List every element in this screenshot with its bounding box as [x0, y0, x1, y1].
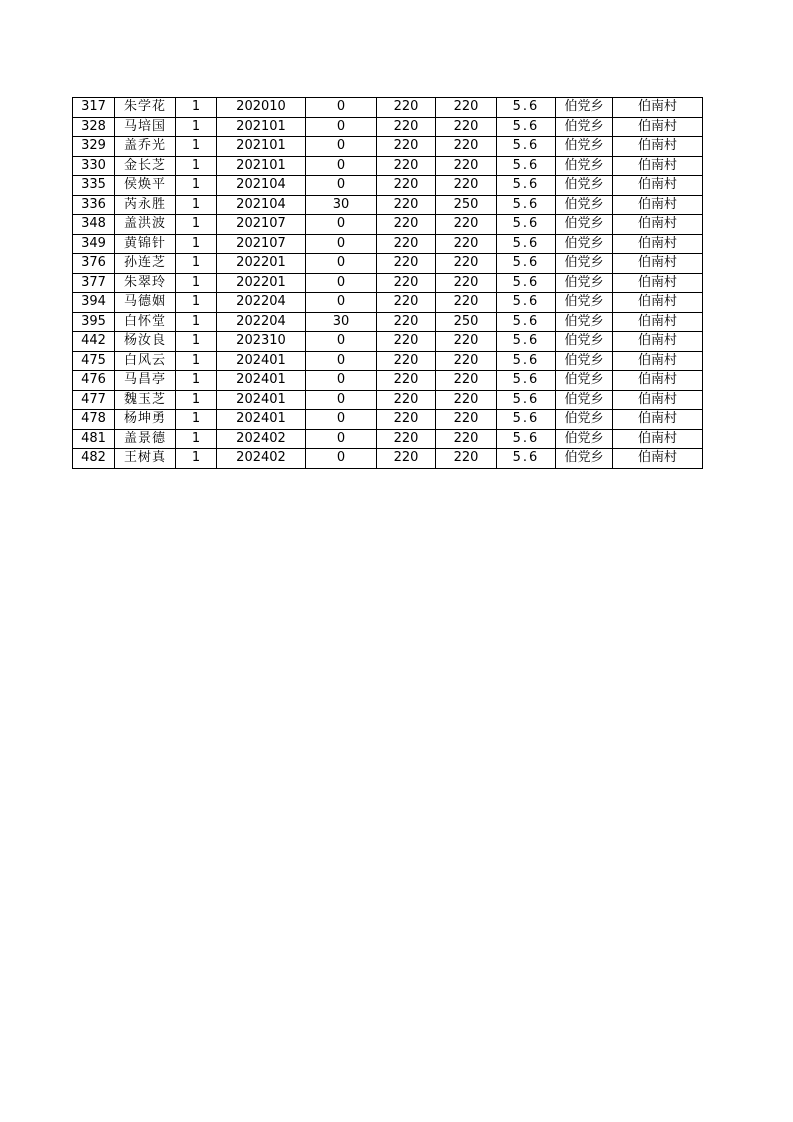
table-body: [73, 98, 703, 469]
month-cell: 202101: [217, 156, 306, 176]
table-row: [73, 273, 703, 293]
base-amount-cell: 220: [377, 332, 436, 352]
total-amount-cell: 220: [436, 254, 497, 274]
count-cell: 1: [176, 351, 217, 371]
village-cell: 伯南村: [613, 371, 703, 391]
village-cell: 伯南村: [613, 449, 703, 469]
count-cell: 1: [176, 312, 217, 332]
rate-cell: 5.6: [497, 449, 556, 469]
month-cell: 202101: [217, 137, 306, 157]
extra-amount-cell: 0: [306, 273, 377, 293]
data-table: [72, 97, 703, 469]
base-amount-cell: 220: [377, 429, 436, 449]
record-id-cell: 336: [73, 195, 115, 215]
base-amount-cell: 220: [377, 351, 436, 371]
count-cell: 1: [176, 390, 217, 410]
extra-amount-cell: 0: [306, 215, 377, 235]
table-row: [73, 449, 703, 469]
name-cell: 芮永胜: [115, 195, 176, 215]
table-row: [73, 293, 703, 313]
village-cell: 伯南村: [613, 98, 703, 118]
village-cell: 伯南村: [613, 254, 703, 274]
count-cell: 1: [176, 137, 217, 157]
total-amount-cell: 220: [436, 390, 497, 410]
total-amount-cell: 220: [436, 98, 497, 118]
township-cell: 伯党乡: [556, 137, 613, 157]
extra-amount-cell: 0: [306, 351, 377, 371]
month-cell: 202104: [217, 176, 306, 196]
total-amount-cell: 220: [436, 273, 497, 293]
month-cell: 202107: [217, 234, 306, 254]
record-id-cell: 475: [73, 351, 115, 371]
name-cell: 盖景德: [115, 429, 176, 449]
total-amount-cell: 220: [436, 371, 497, 391]
count-cell: 1: [176, 234, 217, 254]
month-cell: 202104: [217, 195, 306, 215]
township-cell: 伯党乡: [556, 98, 613, 118]
total-amount-cell: 220: [436, 137, 497, 157]
township-cell: 伯党乡: [556, 332, 613, 352]
table-row: [73, 351, 703, 371]
township-cell: 伯党乡: [556, 176, 613, 196]
month-cell: 202201: [217, 273, 306, 293]
extra-amount-cell: 0: [306, 390, 377, 410]
record-id-cell: 482: [73, 449, 115, 469]
count-cell: 1: [176, 293, 217, 313]
extra-amount-cell: 30: [306, 195, 377, 215]
village-cell: 伯南村: [613, 351, 703, 371]
record-id-cell: 394: [73, 293, 115, 313]
village-cell: 伯南村: [613, 273, 703, 293]
record-id-cell: 349: [73, 234, 115, 254]
rate-cell: 5.6: [497, 215, 556, 235]
total-amount-cell: 220: [436, 293, 497, 313]
month-cell: 202402: [217, 449, 306, 469]
name-cell: 白怀堂: [115, 312, 176, 332]
record-id-cell: 330: [73, 156, 115, 176]
rate-cell: 5.6: [497, 176, 556, 196]
base-amount-cell: 220: [377, 254, 436, 274]
rate-cell: 5.6: [497, 137, 556, 157]
village-cell: 伯南村: [613, 410, 703, 430]
count-cell: 1: [176, 332, 217, 352]
table-row: [73, 371, 703, 391]
name-cell: 孙连芝: [115, 254, 176, 274]
total-amount-cell: 220: [436, 176, 497, 196]
month-cell: 202204: [217, 293, 306, 313]
base-amount-cell: 220: [377, 410, 436, 430]
extra-amount-cell: 30: [306, 312, 377, 332]
record-id-cell: 348: [73, 215, 115, 235]
rate-cell: 5.6: [497, 371, 556, 391]
record-id-cell: 376: [73, 254, 115, 274]
village-cell: 伯南村: [613, 117, 703, 137]
record-id-cell: 317: [73, 98, 115, 118]
count-cell: 1: [176, 371, 217, 391]
table-row: [73, 312, 703, 332]
rate-cell: 5.6: [497, 117, 556, 137]
base-amount-cell: 220: [377, 312, 436, 332]
extra-amount-cell: 0: [306, 410, 377, 430]
base-amount-cell: 220: [377, 137, 436, 157]
count-cell: 1: [176, 156, 217, 176]
rate-cell: 5.6: [497, 273, 556, 293]
record-id-cell: 335: [73, 176, 115, 196]
total-amount-cell: 220: [436, 215, 497, 235]
total-amount-cell: 220: [436, 156, 497, 176]
base-amount-cell: 220: [377, 156, 436, 176]
township-cell: 伯党乡: [556, 410, 613, 430]
count-cell: 1: [176, 215, 217, 235]
month-cell: 202401: [217, 371, 306, 391]
record-id-cell: 395: [73, 312, 115, 332]
count-cell: 1: [176, 449, 217, 469]
name-cell: 盖洪波: [115, 215, 176, 235]
rate-cell: 5.6: [497, 195, 556, 215]
total-amount-cell: 250: [436, 195, 497, 215]
count-cell: 1: [176, 195, 217, 215]
total-amount-cell: 220: [436, 429, 497, 449]
township-cell: 伯党乡: [556, 273, 613, 293]
base-amount-cell: 220: [377, 449, 436, 469]
rate-cell: 5.6: [497, 98, 556, 118]
base-amount-cell: 220: [377, 293, 436, 313]
month-cell: 202107: [217, 215, 306, 235]
total-amount-cell: 220: [436, 410, 497, 430]
table-row: [73, 332, 703, 352]
name-cell: 金长芝: [115, 156, 176, 176]
extra-amount-cell: 0: [306, 156, 377, 176]
rate-cell: 5.6: [497, 293, 556, 313]
record-id-cell: 328: [73, 117, 115, 137]
name-cell: 朱学花: [115, 98, 176, 118]
extra-amount-cell: 0: [306, 117, 377, 137]
table-row: [73, 98, 703, 118]
name-cell: 马培国: [115, 117, 176, 137]
township-cell: 伯党乡: [556, 429, 613, 449]
table-row: [73, 410, 703, 430]
base-amount-cell: 220: [377, 176, 436, 196]
count-cell: 1: [176, 254, 217, 274]
village-cell: 伯南村: [613, 293, 703, 313]
month-cell: 202010: [217, 98, 306, 118]
name-cell: 盖乔光: [115, 137, 176, 157]
name-cell: 黄锦针: [115, 234, 176, 254]
extra-amount-cell: 0: [306, 429, 377, 449]
village-cell: 伯南村: [613, 137, 703, 157]
township-cell: 伯党乡: [556, 254, 613, 274]
village-cell: 伯南村: [613, 332, 703, 352]
township-cell: 伯党乡: [556, 117, 613, 137]
table-row: [73, 156, 703, 176]
extra-amount-cell: 0: [306, 137, 377, 157]
village-cell: 伯南村: [613, 390, 703, 410]
month-cell: 202401: [217, 390, 306, 410]
record-id-cell: 481: [73, 429, 115, 449]
township-cell: 伯党乡: [556, 449, 613, 469]
name-cell: 马德姻: [115, 293, 176, 313]
name-cell: 杨坤勇: [115, 410, 176, 430]
base-amount-cell: 220: [377, 195, 436, 215]
township-cell: 伯党乡: [556, 312, 613, 332]
name-cell: 朱翠玲: [115, 273, 176, 293]
total-amount-cell: 220: [436, 449, 497, 469]
record-id-cell: 442: [73, 332, 115, 352]
township-cell: 伯党乡: [556, 215, 613, 235]
count-cell: 1: [176, 117, 217, 137]
count-cell: 1: [176, 98, 217, 118]
total-amount-cell: 250: [436, 312, 497, 332]
township-cell: 伯党乡: [556, 390, 613, 410]
table-row: [73, 254, 703, 274]
village-cell: 伯南村: [613, 176, 703, 196]
record-id-cell: 329: [73, 137, 115, 157]
record-id-cell: 377: [73, 273, 115, 293]
name-cell: 侯焕平: [115, 176, 176, 196]
name-cell: 杨汝良: [115, 332, 176, 352]
base-amount-cell: 220: [377, 117, 436, 137]
rate-cell: 5.6: [497, 312, 556, 332]
extra-amount-cell: 0: [306, 254, 377, 274]
rate-cell: 5.6: [497, 254, 556, 274]
rate-cell: 5.6: [497, 332, 556, 352]
table-row: [73, 215, 703, 235]
table-row: [73, 195, 703, 215]
base-amount-cell: 220: [377, 234, 436, 254]
table-row: [73, 137, 703, 157]
rate-cell: 5.6: [497, 429, 556, 449]
table-row: [73, 176, 703, 196]
extra-amount-cell: 0: [306, 332, 377, 352]
extra-amount-cell: 0: [306, 176, 377, 196]
rate-cell: 5.6: [497, 410, 556, 430]
rate-cell: 5.6: [497, 234, 556, 254]
table-row: [73, 234, 703, 254]
month-cell: 202204: [217, 312, 306, 332]
rate-cell: 5.6: [497, 351, 556, 371]
base-amount-cell: 220: [377, 215, 436, 235]
base-amount-cell: 220: [377, 273, 436, 293]
village-cell: 伯南村: [613, 195, 703, 215]
extra-amount-cell: 0: [306, 98, 377, 118]
name-cell: 马昌亭: [115, 371, 176, 391]
village-cell: 伯南村: [613, 156, 703, 176]
total-amount-cell: 220: [436, 351, 497, 371]
total-amount-cell: 220: [436, 234, 497, 254]
total-amount-cell: 220: [436, 117, 497, 137]
village-cell: 伯南村: [613, 312, 703, 332]
township-cell: 伯党乡: [556, 195, 613, 215]
township-cell: 伯党乡: [556, 351, 613, 371]
rate-cell: 5.6: [497, 156, 556, 176]
record-id-cell: 478: [73, 410, 115, 430]
record-id-cell: 477: [73, 390, 115, 410]
village-cell: 伯南村: [613, 215, 703, 235]
extra-amount-cell: 0: [306, 371, 377, 391]
name-cell: 魏玉芝: [115, 390, 176, 410]
name-cell: 王树真: [115, 449, 176, 469]
count-cell: 1: [176, 273, 217, 293]
township-cell: 伯党乡: [556, 234, 613, 254]
township-cell: 伯党乡: [556, 156, 613, 176]
count-cell: 1: [176, 410, 217, 430]
extra-amount-cell: 0: [306, 234, 377, 254]
count-cell: 1: [176, 429, 217, 449]
month-cell: 202310: [217, 332, 306, 352]
township-cell: 伯党乡: [556, 293, 613, 313]
month-cell: 202101: [217, 117, 306, 137]
base-amount-cell: 220: [377, 390, 436, 410]
table-row: [73, 429, 703, 449]
township-cell: 伯党乡: [556, 371, 613, 391]
extra-amount-cell: 0: [306, 449, 377, 469]
village-cell: 伯南村: [613, 429, 703, 449]
base-amount-cell: 220: [377, 98, 436, 118]
rate-cell: 5.6: [497, 390, 556, 410]
village-cell: 伯南村: [613, 234, 703, 254]
month-cell: 202402: [217, 429, 306, 449]
record-id-cell: 476: [73, 371, 115, 391]
month-cell: 202401: [217, 410, 306, 430]
total-amount-cell: 220: [436, 332, 497, 352]
name-cell: 白风云: [115, 351, 176, 371]
table-row: [73, 390, 703, 410]
extra-amount-cell: 0: [306, 293, 377, 313]
count-cell: 1: [176, 176, 217, 196]
month-cell: 202401: [217, 351, 306, 371]
month-cell: 202201: [217, 254, 306, 274]
base-amount-cell: 220: [377, 371, 436, 391]
table-row: [73, 117, 703, 137]
